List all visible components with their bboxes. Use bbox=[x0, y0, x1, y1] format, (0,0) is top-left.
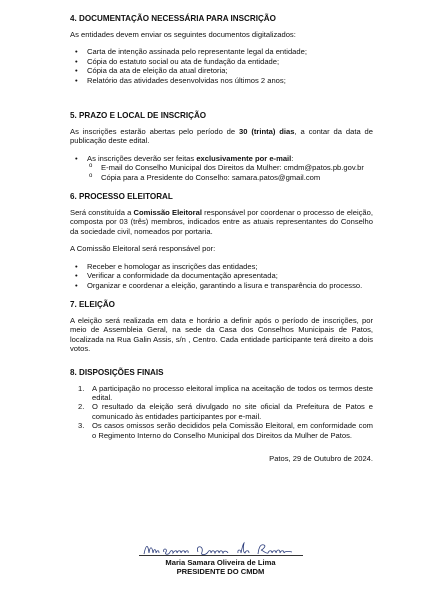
section-5-paragraph bbox=[70, 127, 373, 146]
bullet-text-a: As inscrições deverão ser feitas bbox=[87, 153, 197, 163]
section-5-title: 5. PRAZO E LOCAL DE INSCRIÇÃO bbox=[70, 111, 207, 121]
item-text: O resultado da eleição será divulgado no site oficial da Prefeitura de Patos e comunicado às entidades participantes por e-mail. bbox=[92, 402, 373, 421]
section-7-paragraph: A eleição será realizada em data e horário a definir após o período de inscrições, por meio de Assembleia Geral, na sede da Casa dos Conselhos Municipais de Patos, localizada na Rua Galin Assis, s/n , Centro. Cada entidade participante terá direito a dois votos. bbox=[70, 315, 373, 354]
signatory-name: Maria Samara Oliveira de Lima bbox=[165, 558, 276, 567]
section-6-paragraph bbox=[70, 208, 373, 236]
document-date: Patos, 29 de Outubro de 2024. bbox=[269, 453, 373, 463]
section-5-deadline: 30 (trinta) dias bbox=[239, 127, 295, 137]
section-5-list bbox=[70, 154, 373, 163]
section-5-text-b: , a contar da data de publicação deste edital. bbox=[70, 127, 373, 146]
item-text: A participação no processo eleitoral implica na aceitação de todos os termos deste edital. bbox=[92, 383, 373, 402]
section-6-list bbox=[70, 262, 373, 290]
section-6-text-b: responsável por coordenar o processo de eleição, composta por 03 (três) membros, indicados entre as atuais representantes do Conselho da sociedade civil, nomeados por portaria. bbox=[70, 208, 373, 236]
section-6-paragraph-2: A Comissão Eleitoral será responsável por: bbox=[70, 244, 216, 254]
section-6-title: 6. PROCESSO ELEITORAL bbox=[70, 192, 173, 202]
bullet-bold: exclusivamente por e-mail bbox=[196, 153, 292, 163]
list-item bbox=[70, 384, 373, 403]
section-4-list bbox=[70, 47, 373, 85]
signatory-title: PRESIDENTE DO CMDM bbox=[176, 567, 265, 576]
email-item: o E-mail do Conselho Municipal dos Direitos da Mulher: cmdm@patos.pb.gov.br bbox=[70, 163, 373, 172]
signature-block bbox=[0, 555, 441, 576]
item-number: 3. bbox=[78, 421, 85, 431]
section-4-intro: As entidades devem enviar os seguintes documentos digitalizados: bbox=[70, 30, 296, 39]
section-4-title: 4. DOCUMENTAÇÃO NECESSÁRIA PARA INSCRIÇÃO bbox=[70, 14, 276, 23]
email-item: o Cópia para a Presidente do Conselho: samara.patos@gmail.com bbox=[70, 173, 373, 182]
list-item bbox=[70, 421, 373, 440]
list-item bbox=[70, 154, 373, 163]
item-number: 2. bbox=[78, 402, 85, 412]
bullet-text-b: : bbox=[291, 153, 294, 163]
section-6-text-a: Será constituída a bbox=[70, 208, 134, 218]
list-item: • Carta de intenção assinada pelo representante legal da entidade; bbox=[70, 47, 373, 56]
item-number: 1. bbox=[78, 383, 85, 393]
list-item: • Receber e homologar as inscrições das entidades; bbox=[70, 262, 373, 271]
section-5-sublist bbox=[70, 163, 373, 182]
list-item: • Cópia da ata de eleição da atual diretoria; bbox=[70, 66, 373, 75]
item-text: Os casos omissos serão decididos pela Comissão Eleitoral, em conformidade com o Regimento Interno do Conselho Municipal dos Direitos da Mulher de Patos. bbox=[92, 421, 373, 440]
list-item: • Verificar a conformidade da documentação apresentada; bbox=[70, 271, 373, 280]
section-8-title: 8. DISPOSIÇÕES FINAIS bbox=[70, 367, 164, 377]
list-item bbox=[70, 402, 373, 421]
list-item: • Organizar e coordenar a eleição, garantindo a lisura e transparência do processo. bbox=[70, 281, 373, 290]
list-item: • Cópia do estatuto social ou ata de fundação da entidade; bbox=[70, 57, 373, 66]
section-5-text-a: As inscrições estarão abertas pelo período de bbox=[70, 127, 240, 137]
list-item: • Relatório das atividades desenvolvidas nos últimos 2 anos; bbox=[70, 76, 373, 85]
section-7-title: 7. ELEIÇÃO bbox=[70, 299, 115, 309]
section-6-commission: Comissão Eleitoral bbox=[133, 208, 202, 218]
signature-line bbox=[139, 555, 303, 556]
section-8-list bbox=[70, 384, 373, 440]
